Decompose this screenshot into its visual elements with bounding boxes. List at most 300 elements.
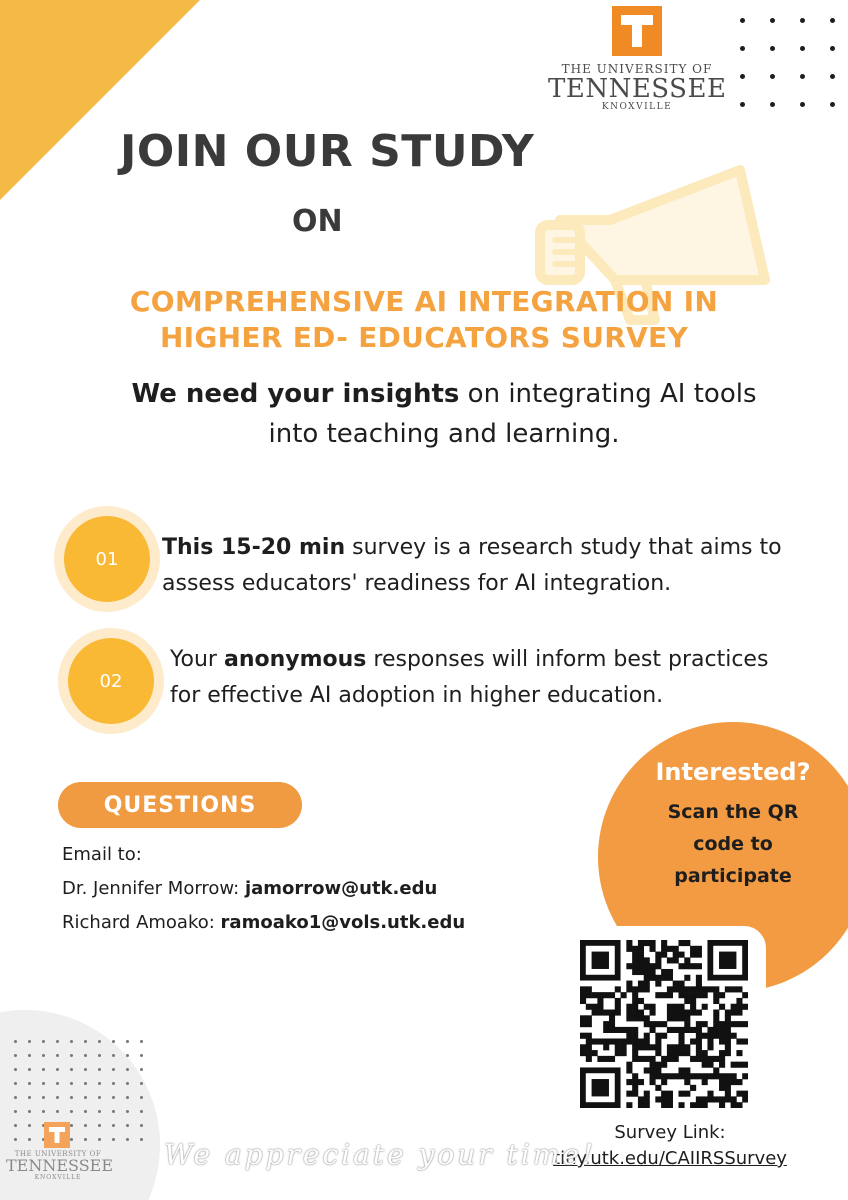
qr-module <box>673 1015 679 1021</box>
decor-dot <box>56 1082 59 1085</box>
qr-module <box>696 1056 702 1062</box>
decor-dot <box>112 1082 115 1085</box>
qr-module <box>690 946 696 952</box>
qr-module <box>696 986 702 992</box>
qr-module <box>626 1079 632 1085</box>
decor-dot <box>84 1040 87 1043</box>
qr-module <box>667 992 673 998</box>
qr-module <box>597 1010 603 1016</box>
qr-module <box>696 992 702 998</box>
item-01-rest: survey is a research study that aims to <box>345 535 782 560</box>
qr-module <box>615 1038 621 1044</box>
decor-dot <box>126 1138 129 1141</box>
decor-dot <box>112 1124 115 1127</box>
footer-t-logo <box>44 1122 70 1148</box>
qr-module <box>655 981 661 987</box>
qr-module <box>586 992 592 998</box>
qr-module <box>632 1091 638 1097</box>
qr-module <box>684 1010 690 1016</box>
qr-module <box>731 1033 737 1039</box>
qr-module <box>632 1027 638 1033</box>
qr-module <box>713 1056 719 1062</box>
qr-module <box>667 1044 673 1050</box>
qr-module <box>725 1096 731 1102</box>
qr-module <box>644 986 650 992</box>
qr-module <box>673 1010 679 1016</box>
qr-module <box>580 986 586 992</box>
decor-dot <box>126 1054 129 1057</box>
decor-dot <box>140 1082 143 1085</box>
qr-module <box>736 986 742 992</box>
qr-module <box>632 1015 638 1021</box>
qr-module <box>603 1027 609 1033</box>
qr-module <box>655 1021 661 1027</box>
qr-module <box>678 1033 684 1039</box>
qr-module <box>638 940 644 946</box>
decor-dot <box>28 1138 31 1141</box>
decor-dot <box>56 1040 59 1043</box>
qr-module <box>650 1079 656 1085</box>
decor-dot <box>42 1040 45 1043</box>
qr-module <box>586 1033 592 1039</box>
qr-module <box>621 1050 627 1056</box>
decor-dot <box>98 1054 101 1057</box>
qr-module <box>713 998 719 1004</box>
qr-module <box>678 940 684 946</box>
qr-module <box>632 1010 638 1016</box>
qr-module <box>626 1067 632 1073</box>
decor-dot <box>70 1096 73 1099</box>
qr-module <box>661 992 667 998</box>
qr-module <box>655 1096 661 1102</box>
decor-dot <box>14 1110 17 1113</box>
qr-module <box>661 1073 667 1079</box>
qr-module <box>678 1067 684 1073</box>
qr-module <box>638 957 644 963</box>
qr-module <box>650 940 656 946</box>
item-02-text <box>170 642 840 714</box>
qr-module <box>655 1033 661 1039</box>
qr-module <box>690 1085 696 1091</box>
qr-module <box>725 1073 731 1079</box>
qr-module <box>615 1050 621 1056</box>
qr-module <box>684 1021 690 1027</box>
qr-module <box>603 1010 609 1016</box>
qr-module <box>731 1062 737 1068</box>
qr-module <box>684 940 690 946</box>
decor-dot <box>56 1068 59 1071</box>
qr-module <box>667 975 673 981</box>
qr-module <box>661 952 667 958</box>
qr-module <box>644 1033 650 1039</box>
decor-dot <box>14 1138 17 1141</box>
decor-dot <box>28 1110 31 1113</box>
qr-module <box>632 1073 638 1079</box>
qr-module <box>731 1079 737 1085</box>
qr-module <box>580 1050 586 1056</box>
qr-module <box>632 969 638 975</box>
qr-module <box>736 998 742 1004</box>
decor-dot <box>84 1054 87 1057</box>
qr-module <box>690 992 696 998</box>
qr-module <box>661 1079 667 1085</box>
qr-module <box>592 1004 598 1010</box>
qr-module <box>684 1091 690 1097</box>
decor-dot <box>28 1082 31 1085</box>
qr-module <box>725 1010 731 1016</box>
contact-block <box>62 838 582 940</box>
qr-module <box>725 1091 731 1097</box>
qr-module <box>644 940 650 946</box>
qr-module <box>742 1004 748 1010</box>
qr-module <box>707 1091 713 1097</box>
qr-module <box>632 957 638 963</box>
qr-code-icon[interactable] <box>580 940 748 1108</box>
qr-module <box>702 992 708 998</box>
qr-module <box>678 1050 684 1056</box>
qr-module <box>655 1085 661 1091</box>
footer-tennessee: TENNESSEE <box>6 1156 114 1175</box>
qr-module <box>644 1044 650 1050</box>
qr-module <box>678 1027 684 1033</box>
decor-dot <box>140 1040 143 1043</box>
qr-module <box>702 1073 708 1079</box>
qr-module <box>713 986 719 992</box>
qr-module <box>684 1044 690 1050</box>
qr-module <box>626 1102 632 1108</box>
ut-t-logo <box>612 6 662 56</box>
decor-dot <box>14 1082 17 1085</box>
qr-module <box>650 1044 656 1050</box>
qr-module <box>702 1050 708 1056</box>
qr-module <box>702 1102 708 1108</box>
qr-module <box>655 1062 661 1068</box>
qr-module <box>644 957 650 963</box>
qr-module <box>609 992 615 998</box>
qr-module <box>615 1004 621 1010</box>
decor-dot <box>28 1124 31 1127</box>
qr-module <box>655 975 661 981</box>
t-mark-icon <box>47 1125 67 1145</box>
qr-module <box>713 1073 719 1079</box>
decor-dot <box>84 1096 87 1099</box>
decor-dot <box>140 1124 143 1127</box>
qr-module <box>719 1050 725 1056</box>
qr-module <box>678 1044 684 1050</box>
qr-module <box>725 1021 731 1027</box>
qr-module <box>650 975 656 981</box>
qr-module <box>719 1096 725 1102</box>
decor-dot <box>140 1054 143 1057</box>
decor-dot <box>28 1054 31 1057</box>
qr-module <box>702 1021 708 1027</box>
contact-name: Dr. Jennifer Morrow: <box>62 878 245 899</box>
qr-module <box>650 1056 656 1062</box>
qr-module <box>603 1021 609 1027</box>
qr-module <box>684 1067 690 1073</box>
decor-dot <box>98 1096 101 1099</box>
qr-module <box>702 1004 708 1010</box>
qr-module <box>673 1044 679 1050</box>
decor-dot <box>140 1138 143 1141</box>
qr-module <box>650 1021 656 1027</box>
decor-dot <box>126 1110 129 1113</box>
item-02-bold: anonymous <box>223 647 367 672</box>
qr-module <box>696 1096 702 1102</box>
qr-module <box>707 1073 713 1079</box>
decor-dot <box>42 1082 45 1085</box>
qr-module <box>678 1102 684 1108</box>
decor-dot <box>28 1068 31 1071</box>
qr-module <box>678 963 684 969</box>
interested-title: Interested? <box>655 758 811 786</box>
qr-module <box>609 1015 615 1021</box>
footer-university-wordmark <box>6 1150 114 1181</box>
interested-instructions <box>618 796 848 892</box>
decor-dot <box>112 1068 115 1071</box>
decor-dot <box>70 1110 73 1113</box>
qr-module <box>644 1015 650 1021</box>
qr-module <box>667 1102 673 1108</box>
qr-module <box>742 1096 748 1102</box>
qr-module <box>644 975 650 981</box>
qr-module <box>632 1004 638 1010</box>
qr-module <box>638 1056 644 1062</box>
qr-module <box>638 1015 644 1021</box>
decor-dot <box>84 1082 87 1085</box>
decor-dot <box>98 1068 101 1071</box>
qr-module <box>592 1038 598 1044</box>
qr-module <box>632 1050 638 1056</box>
qr-module <box>655 992 661 998</box>
decor-dot <box>98 1124 101 1127</box>
qr-module <box>626 981 632 987</box>
qr-module <box>707 1044 713 1050</box>
qr-module <box>655 1044 661 1050</box>
contact-name: Richard Amoako: <box>62 912 221 933</box>
qr-module <box>690 963 696 969</box>
qr-module <box>731 1010 737 1016</box>
qr-module <box>667 1091 673 1097</box>
qr-module <box>597 1038 603 1044</box>
decor-dot <box>70 1124 73 1127</box>
qr-module <box>736 1062 742 1068</box>
qr-module <box>702 986 708 992</box>
decor-dot <box>56 1110 59 1113</box>
bottom-left-dot-pattern <box>14 1040 154 1152</box>
decor-dot <box>42 1068 45 1071</box>
decor-dot <box>98 1110 101 1113</box>
qr-module <box>586 1038 592 1044</box>
qr-module <box>626 1010 632 1016</box>
qr-module <box>725 1050 731 1056</box>
item-number-02: 02 <box>68 638 154 724</box>
qr-module <box>644 963 650 969</box>
top-right-dot-pattern <box>740 18 848 130</box>
qr-module <box>580 1044 586 1050</box>
qr-module <box>696 963 702 969</box>
qr-module <box>621 1027 627 1033</box>
item-02-rest: responses will inform best practices <box>366 647 769 672</box>
qr-module <box>655 1050 661 1056</box>
qr-module <box>690 1102 696 1108</box>
qr-module <box>650 969 656 975</box>
qr-module <box>609 1038 615 1044</box>
decor-dot <box>140 1068 143 1071</box>
qr-module <box>638 1010 644 1016</box>
qr-module <box>684 1027 690 1033</box>
qr-module <box>736 1010 742 1016</box>
qr-module <box>673 1027 679 1033</box>
qr-module <box>632 998 638 1004</box>
qr-module <box>655 957 661 963</box>
qr-module <box>655 1067 661 1073</box>
qr-module <box>719 1004 725 1010</box>
qr-module <box>661 1033 667 1039</box>
knoxville-text: KNOXVILLE <box>601 102 673 112</box>
item-number-badge-02 <box>58 628 164 734</box>
qr-module <box>742 1091 748 1097</box>
qr-module <box>609 1056 615 1062</box>
item-02-line2: for effective AI adoption in higher education. <box>170 683 664 708</box>
contact-email-morrow[interactable]: jamorrow@utk.edu <box>244 878 438 899</box>
cta-line1: Scan the QR <box>667 801 799 823</box>
qr-module <box>696 1038 702 1044</box>
qr-module <box>655 952 661 958</box>
qr-module <box>696 952 702 958</box>
insights-bold: We need your insights <box>131 379 460 409</box>
qr-module <box>650 1073 656 1079</box>
survey-link-label: Survey Link: <box>614 1122 726 1143</box>
qr-module <box>713 1033 719 1039</box>
qr-module <box>586 1004 592 1010</box>
qr-module <box>736 1102 742 1108</box>
qr-module <box>632 1033 638 1039</box>
study-title <box>40 284 808 356</box>
qr-module <box>696 1010 702 1016</box>
qr-module <box>707 1033 713 1039</box>
cta-line3: participate <box>674 865 792 887</box>
qr-module <box>626 1038 632 1044</box>
cta-line2: code to <box>693 833 773 855</box>
qr-module <box>719 1102 725 1108</box>
qr-module <box>696 981 702 987</box>
qr-module <box>684 986 690 992</box>
contact-email-amoako[interactable]: ramoako1@vols.utk.edu <box>220 912 466 933</box>
qr-module <box>678 1091 684 1097</box>
email-to-label: Email to: <box>62 844 142 865</box>
university-of-text: THE UNIVERSITY OF <box>561 62 713 76</box>
qr-module <box>696 1027 702 1033</box>
qr-module <box>644 1102 650 1108</box>
qr-module <box>632 946 638 952</box>
qr-module <box>661 969 667 975</box>
qr-module <box>673 1056 679 1062</box>
qr-module <box>615 998 621 1004</box>
decor-dot <box>56 1054 59 1057</box>
qr-module <box>696 1021 702 1027</box>
qr-module <box>678 986 684 992</box>
qr-module <box>736 1038 742 1044</box>
decor-dot <box>14 1054 17 1057</box>
qr-module <box>696 1033 702 1039</box>
qr-module <box>586 1015 592 1021</box>
qr-module <box>673 1050 679 1056</box>
qr-module <box>638 1102 644 1108</box>
qr-module <box>632 952 638 958</box>
qr-module <box>638 998 644 1004</box>
qr-module <box>736 1091 742 1097</box>
qr-module <box>684 1050 690 1056</box>
qr-module <box>650 1062 656 1068</box>
decor-dot <box>42 1110 45 1113</box>
qr-module <box>719 1085 725 1091</box>
qr-module <box>725 986 731 992</box>
qr-module <box>592 1079 609 1096</box>
decor-dot <box>112 1110 115 1113</box>
qr-module <box>713 1015 719 1021</box>
item-01-line2: assess educators' readiness for AI integration. <box>162 571 672 596</box>
decor-dot <box>98 1082 101 1085</box>
qr-module <box>673 1073 679 1079</box>
qr-module <box>690 1027 696 1033</box>
qr-module <box>626 1015 632 1021</box>
qr-module <box>586 986 592 992</box>
qr-module <box>650 1004 656 1010</box>
qr-module <box>650 946 656 952</box>
qr-module <box>650 1067 656 1073</box>
qr-module <box>690 1073 696 1079</box>
decor-dot <box>84 1138 87 1141</box>
qr-module <box>725 1027 731 1033</box>
qr-module <box>736 1079 742 1085</box>
qr-module <box>661 946 667 952</box>
qr-module <box>603 1038 609 1044</box>
qr-module <box>638 1096 644 1102</box>
qr-module <box>632 1056 638 1062</box>
qr-module <box>702 1033 708 1039</box>
qr-module <box>626 946 632 952</box>
qr-module <box>690 1056 696 1062</box>
qr-module <box>626 1091 632 1097</box>
qr-module <box>719 1033 725 1039</box>
qr-module <box>586 1044 592 1050</box>
qr-module <box>638 1044 644 1050</box>
qr-module <box>684 975 690 981</box>
qr-module <box>684 963 690 969</box>
qr-module <box>707 1027 713 1033</box>
survey-link[interactable]: tiny.utk.edu/CAIIRSSurvey <box>553 1148 787 1169</box>
tennessee-text: TENNESSEE <box>548 74 727 104</box>
qr-module <box>661 1091 667 1097</box>
item-01-text <box>162 530 842 602</box>
qr-module <box>661 1096 667 1102</box>
qr-module <box>632 986 638 992</box>
qr-module <box>667 1010 673 1016</box>
qr-module <box>725 1044 731 1050</box>
qr-module <box>632 1079 638 1085</box>
qr-module <box>696 1102 702 1108</box>
qr-module <box>661 1021 667 1027</box>
qr-module <box>586 1056 592 1062</box>
qr-module <box>644 981 650 987</box>
qr-module <box>719 1062 725 1068</box>
qr-module <box>713 992 719 998</box>
qr-module <box>644 1067 650 1073</box>
decor-dot <box>126 1040 129 1043</box>
qr-module <box>603 1056 609 1062</box>
qr-module <box>626 1033 632 1039</box>
